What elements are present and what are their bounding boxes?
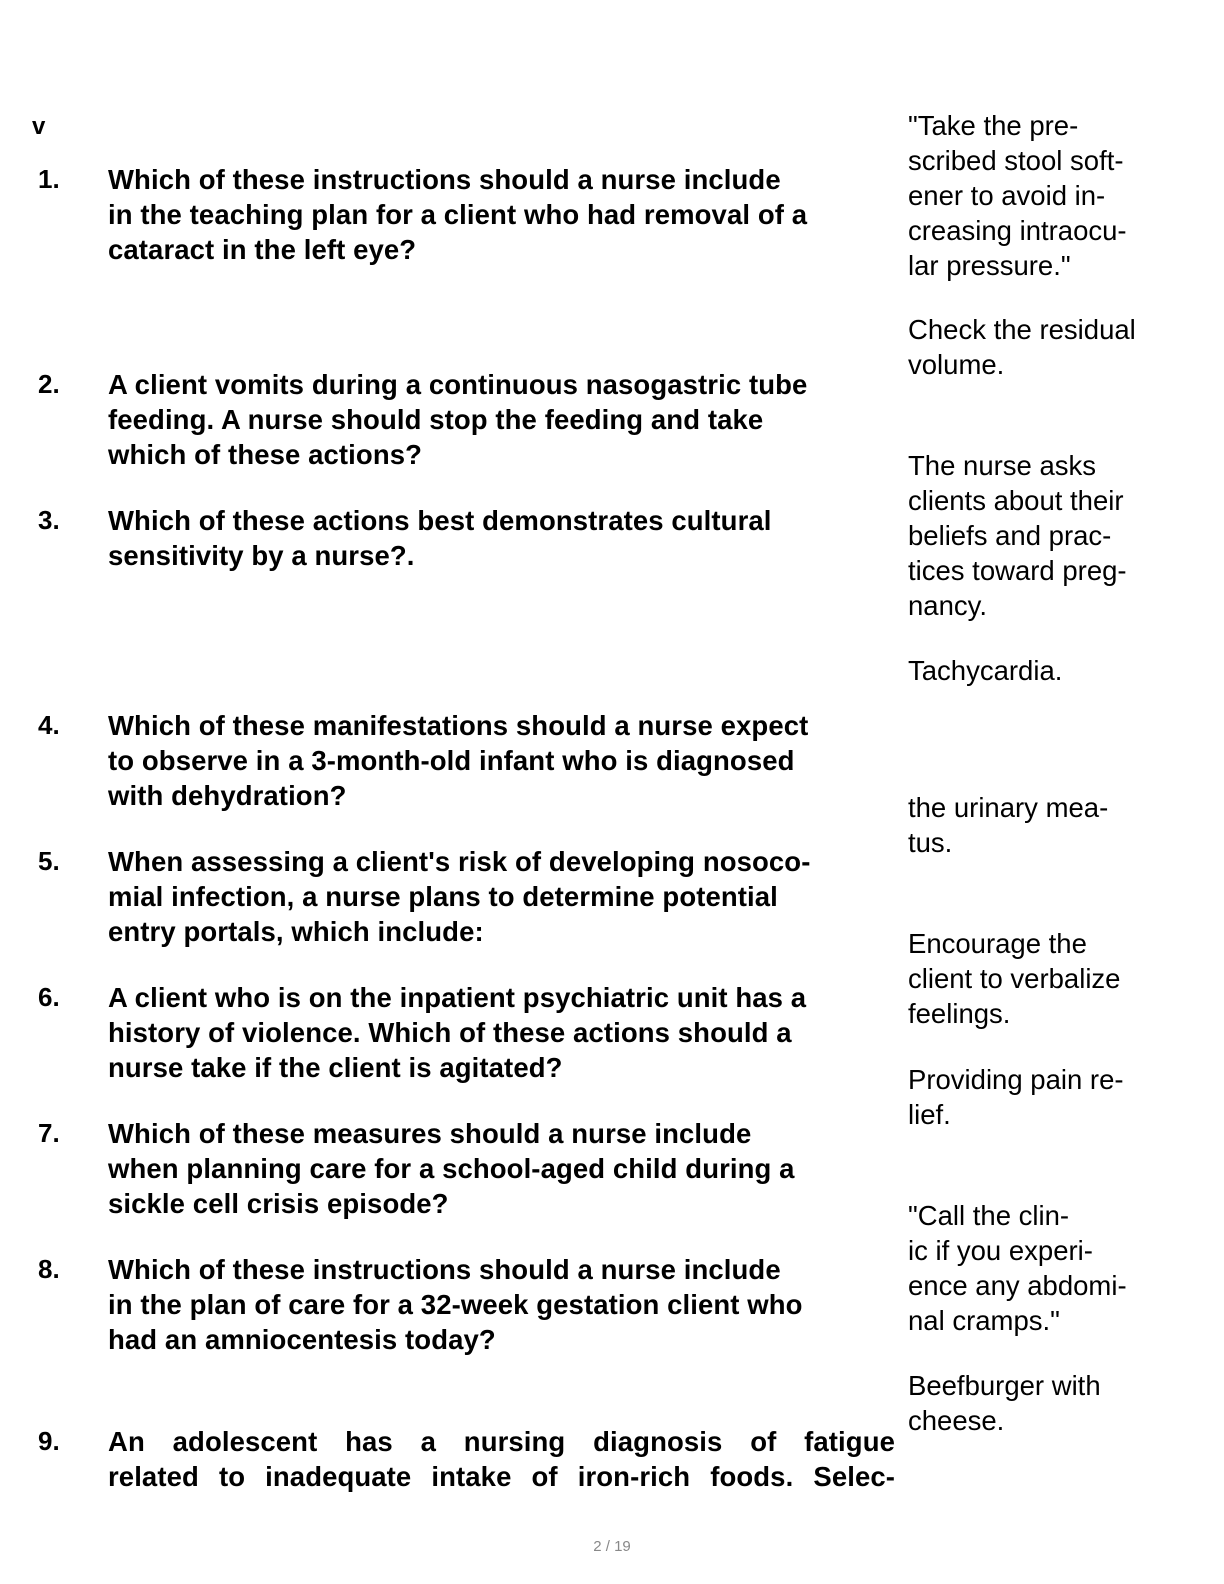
question-text <box>108 844 898 949</box>
answer-text <box>908 1368 1170 1438</box>
question-line: An adolescent has a nursing diagnosis of fatigue <box>108 1426 895 1457</box>
answer-text <box>908 790 1170 860</box>
answer-line: Encourage the <box>908 928 1087 959</box>
question-number: 9. <box>38 1426 60 1456</box>
answer-line: the urinary mea- <box>908 792 1109 823</box>
question-text <box>108 1116 898 1221</box>
answer-line: ence any abdomi- <box>908 1270 1127 1301</box>
question-line: entry portals, which include: <box>108 916 484 947</box>
answer-text <box>908 1198 1170 1338</box>
header-mark: v <box>32 113 46 140</box>
question-line: with dehydration? <box>108 780 347 811</box>
answer-line: lar pressure." <box>908 250 1071 281</box>
answer-line: nal cramps." <box>908 1305 1060 1336</box>
question-number: 8. <box>38 1254 60 1284</box>
answer-line: feelings. <box>908 998 1011 1029</box>
answer-line: cheese. <box>908 1405 1005 1436</box>
question-line: in the teaching plan for a client who had removal of a <box>108 199 808 230</box>
question-line: sickle cell crisis episode? <box>108 1188 449 1219</box>
question-line: had an amniocentesis today? <box>108 1324 496 1355</box>
question-line: to observe in a 3-month-old infant who is diagnosed <box>108 745 795 776</box>
question-text <box>108 162 898 267</box>
answer-line: clients about their <box>908 485 1124 516</box>
question-text <box>108 367 898 472</box>
question-number: 6. <box>38 982 60 1012</box>
question-line: Which of these instructions should a nurse include <box>108 1254 781 1285</box>
answer-line: Beefburger with <box>908 1370 1101 1401</box>
question-number: 3. <box>38 505 60 535</box>
question-text <box>108 708 898 813</box>
answer-line: ic if you experi- <box>908 1235 1093 1266</box>
question-line: Which of these measures should a nurse include <box>108 1118 752 1149</box>
answer-line: "Call the clin- <box>908 1200 1070 1231</box>
answer-line: Check the residual <box>908 314 1136 345</box>
question-text <box>108 503 898 573</box>
question-line: A client vomits during a continuous nasogastric tube <box>108 369 808 400</box>
answer-text <box>908 653 1170 688</box>
answer-line: volume. <box>908 349 1005 380</box>
page-indicator: 2 / 19 <box>593 1538 631 1555</box>
answer-text <box>908 926 1170 1031</box>
question-number: 1. <box>38 164 60 194</box>
question-number: 5. <box>38 846 60 876</box>
answer-line: scribed stool soft- <box>908 145 1124 176</box>
question-line: cataract in the left eye? <box>108 234 417 265</box>
answer-line: The nurse asks <box>908 450 1097 481</box>
answer-line: tus. <box>908 827 953 858</box>
answer-text <box>908 108 1170 283</box>
answer-line: Providing pain re- <box>908 1064 1124 1095</box>
answer-line: creasing intraocu- <box>908 215 1127 246</box>
question-number: 2. <box>38 369 60 399</box>
question-text <box>108 1424 895 1494</box>
question-line: nurse take if the client is agitated? <box>108 1052 563 1083</box>
answer-text <box>908 1062 1170 1132</box>
answer-line: beliefs and prac- <box>908 520 1112 551</box>
question-line: A client who is on the inpatient psychiatric unit has a <box>108 982 807 1013</box>
question-text <box>108 980 898 1085</box>
question-line: sensitivity by a nurse?. <box>108 540 415 571</box>
question-number: 4. <box>38 710 60 740</box>
answer-line: Tachycardia. <box>908 655 1063 686</box>
answer-line: client to verbalize <box>908 963 1121 994</box>
question-line: related to inadequate intake of iron-rich foods. Selec- <box>108 1461 895 1492</box>
question-line: feeding. A nurse should stop the feeding and take <box>108 404 764 435</box>
question-line: which of these actions? <box>108 439 423 470</box>
question-text <box>108 1252 898 1357</box>
question-line: when planning care for a school-aged child during a <box>108 1153 795 1184</box>
question-line: history of violence. Which of these actions should a <box>108 1017 792 1048</box>
question-line: Which of these manifestations should a nurse expect <box>108 710 809 741</box>
answer-line: tices toward preg- <box>908 555 1127 586</box>
question-line: Which of these actions best demonstrates cultural <box>108 505 772 536</box>
question-line: When assessing a client's risk of developing nosoco- <box>108 846 811 877</box>
question-number: 7. <box>38 1118 60 1148</box>
answer-text <box>908 312 1170 382</box>
answer-line: nancy. <box>908 590 987 621</box>
answer-line: "Take the pre- <box>908 110 1079 141</box>
question-line: in the plan of care for a 32-week gestation client who <box>108 1289 803 1320</box>
question-line: Which of these instructions should a nurse include <box>108 164 781 195</box>
answer-line: lief. <box>908 1099 951 1130</box>
question-line: mial infection, a nurse plans to determine potential <box>108 881 778 912</box>
answer-line: ener to avoid in- <box>908 180 1106 211</box>
answer-text <box>908 448 1170 623</box>
